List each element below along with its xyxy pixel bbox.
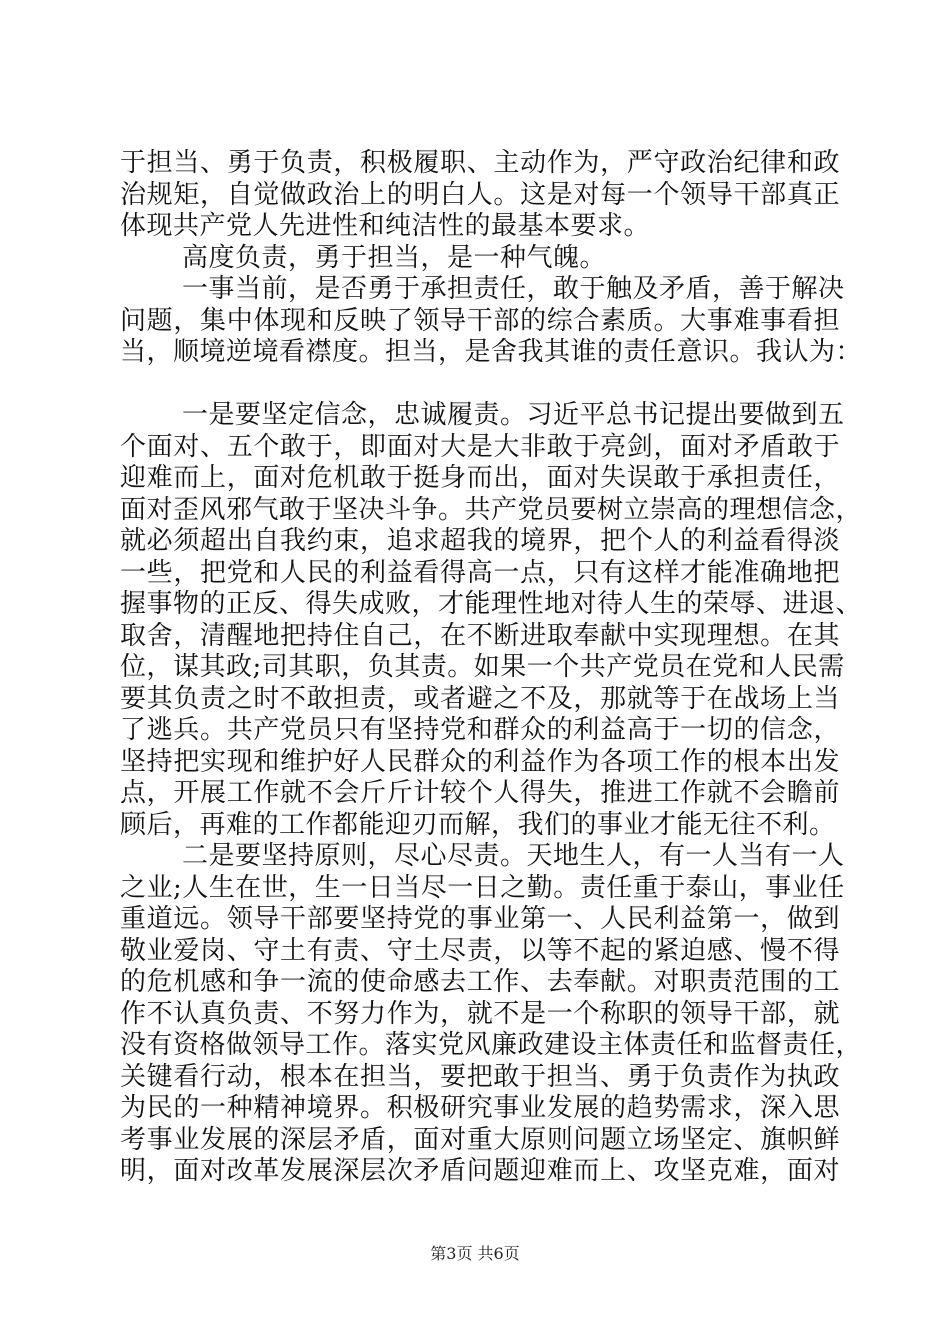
text-line: 考事业发展的深层矛盾，面对重大原则问题立场坚定、旗帜鲜	[120, 1124, 840, 1155]
text-line: 治规矩，自觉做政治上的明白人。这是对每一个领导干部真正	[120, 179, 840, 210]
text-line: 就必须超出自我约束，追求超我的境界，把个人的利益看得淡	[120, 526, 840, 556]
text-line: 之业;人生在世，生一日当尽一日之勤。责任重于泰山，事业任	[120, 872, 845, 903]
text-line: 当，顺境逆境看襟度。担当，是舍我其谁的责任意识。我认为：	[120, 337, 863, 367]
text-line: 二是要坚持原则，尽心尽责。天地生人，有一人当有一人	[182, 841, 845, 871]
text-line: 了逃兵。共产党员只有坚持党和群众的利益高于一切的信念，	[120, 715, 840, 745]
text-line: 坚持把实现和维护好人民群众的利益作为各项工作的根本出发	[120, 746, 840, 777]
text-line: 一事当前，是否勇于承担责任，敢于触及矛盾，善于解决	[182, 274, 845, 304]
text-line: 取舍，清醒地把持住自己，在不断进取奉献中实现理想。在其	[120, 620, 840, 651]
text-line: 握事物的正反、得失成败，才能理性地对待人生的荣辱、进退、	[120, 589, 863, 619]
text-line: 一些，把党和人民的利益看得高一点，只有这样才能准确地把	[120, 557, 840, 588]
document-body	[120, 148, 863, 1188]
text-line: 顾后，再难的工作都能迎刃而解，我们的事业才能无往不利。	[120, 809, 836, 840]
text-line: 位，谋其政;司其职，负其责。如果一个共产党员在党和人民需	[120, 652, 845, 682]
text-line: 体现共产党人先进性和纯洁性的最基本要求。	[120, 211, 651, 241]
text-line: 为民的一种精神境界。积极研究事业发展的趋势需求，深入思	[120, 1093, 840, 1123]
text-line: 于担当、勇于负责，积极履职、主动作为，严守政治纪律和政	[120, 148, 840, 178]
text-line: 关键看行动，根本在担当，要把敢于担当、勇于负责作为执政	[120, 1061, 840, 1092]
text-line: 高度负责，勇于担当，是一种气魄。	[182, 242, 607, 273]
text-line: 明，面对改革发展深层次矛盾问题迎难而上、攻坚克难，面对	[120, 1156, 840, 1186]
text-line: 个面对、五个敢于，即面对大是大非敢于亮剑，面对矛盾敢于	[120, 431, 840, 462]
text-line: 没有资格做领导工作。落实党风廉政建设主体责任和监督责任，	[120, 1030, 863, 1060]
blank-line	[120, 369, 840, 401]
text-line: 问题，集中体现和反映了领导干部的综合素质。大事难事看担	[120, 305, 840, 336]
text-line: 重道远。领导干部要坚持党的事业第一、人民利益第一，做到	[120, 904, 840, 934]
text-line: 迎难而上，面对危机敢于挺身而出，面对失误敢于承担责任，	[120, 463, 840, 493]
text-line: 敬业爱岗、守土有责、守土尽责，以等不起的紧迫感、慢不得	[120, 935, 840, 966]
text-line: 面对歪风邪气敢于坚决斗争。共产党员要树立崇高的理想信念，	[120, 494, 863, 525]
text-line: 的危机感和争一流的使命感去工作、去奉献。对职责范围的工	[120, 967, 840, 997]
text-line: 要其负责之时不敢担责，或者避之不及，那就等于在战场上当	[120, 683, 840, 714]
text-line: 作不认真负责、不努力作为，就不是一个称职的领导干部，就	[120, 998, 840, 1029]
text-line: 点，开展工作就不会斤斤计较个人得失，推进工作就不会瞻前	[120, 778, 840, 808]
page-footer: 第3页 共6页	[430, 1244, 520, 1263]
text-line: 一是要坚定信念，忠诚履责。习近平总书记提出要做到五	[182, 400, 845, 430]
